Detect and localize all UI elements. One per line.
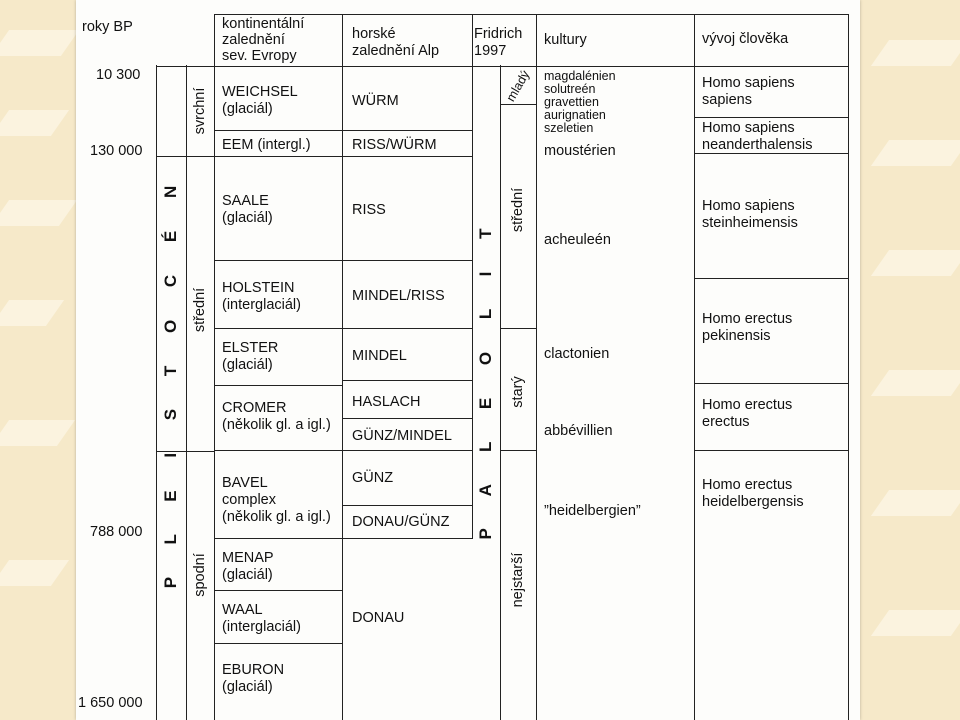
continental-stage: HOLSTEIN (interglaciál) [222,280,301,313]
grid-line [694,383,848,384]
alpine-stage: DONAU [352,610,405,626]
culture-clactonien: clactonien [544,346,610,362]
alpine-stage: MINDEL/RISS [352,288,445,304]
culture-mousterien: moustérien [544,143,616,159]
paleolithic-old: starý [510,376,526,408]
year-label: 10 300 [96,67,141,83]
grid-line [214,385,342,386]
bg-stripe [0,560,69,586]
alpine-stage: MINDEL [352,348,407,364]
alpine-stage: HASLACH [352,394,421,410]
alpine-stage: RISS/WÜRM [352,137,437,153]
bg-stripe [0,420,75,446]
human-species: Homo sapiens sapiens [702,75,795,108]
grid-line [848,14,849,720]
grid-line [342,450,472,451]
paleolithic-middle: střední [510,187,526,233]
grid-line [694,14,695,720]
bg-stripe [871,40,960,66]
continental-stage: WAAL (interglaciál) [222,602,301,635]
grid-line [342,14,343,720]
human-species: Homo erectus heidelbergensis [702,477,804,510]
grid-line [342,130,472,131]
bg-stripe [0,300,64,326]
bg-stripe [871,610,960,636]
pleistocene-middle: střední [192,287,208,333]
grid-line [156,65,157,720]
grid-line [214,260,342,261]
grid-line [186,65,187,720]
grid-line [500,65,501,720]
grid-line [342,260,472,261]
continental-stage: BAVEL complex (několik gl. a igl.) [222,475,331,525]
human-species: Homo erectus pekinensis [702,311,793,344]
grid-line [500,450,536,451]
continental-stage: ELSTER (glaciál) [222,340,279,373]
grid-line [472,14,473,539]
human-species: Homo sapiens steinheimensis [702,198,798,231]
pleistocene-label: P L E I S T O C É N [161,171,180,589]
year-label: 788 000 [90,524,143,540]
grid-line [342,380,472,381]
header-years: roky BP [82,19,133,35]
grid-line [156,66,848,67]
grid-line [342,418,472,419]
header-fridrich: Fridrich 1997 [474,26,523,59]
continental-stage: WEICHSEL (glaciál) [222,84,298,117]
paleolithic-oldest: nejstarší [510,552,526,608]
culture-abbevillien: abbévillien [544,423,613,439]
header-human-evolution: vývoj člověka [702,31,789,47]
header-alpine-glaciation: horské zalednění Alp [352,26,440,59]
grid-line [214,590,342,591]
bg-stripe [871,370,960,396]
continental-stage: CROMER (několik gl. a igl.) [222,400,331,433]
grid-line [156,156,214,157]
continental-stage: SAALE (glaciál) [222,193,273,226]
continental-stage: EEM (intergl.) [222,137,311,153]
continental-stage: MENAP (glaciál) [222,550,274,583]
grid-line [214,643,342,644]
human-species: Homo sapiens neanderthalensis [702,120,813,153]
grid-line [214,130,342,131]
bg-stripe [871,140,960,166]
grid-line [214,538,342,539]
bg-stripe [0,200,77,226]
bg-stripe [0,30,79,56]
header-continental-glaciation: kontinentální zalednění sev. Evropy [222,16,305,64]
bg-stripe [871,250,960,276]
grid-line [214,14,848,15]
alpine-stage: RISS [352,202,386,218]
human-species: Homo erectus erectus [702,397,793,430]
alpine-stage: DONAU/GÜNZ [352,514,450,530]
alpine-stage: GÜNZ/MINDEL [352,428,452,444]
grid-line [500,104,536,105]
paleolithic-young: mladý [503,68,533,104]
paleolithic-label: P A L E O L I T [476,214,495,540]
chronology-table-scan [76,0,860,720]
grid-line [214,156,342,157]
grid-line [342,328,472,329]
grid-line [694,117,848,118]
continental-stage: EBURON (glaciál) [222,662,285,695]
culture-list-upper: magdalénien solutreén gravettien aurignatien szeletien [544,69,616,135]
year-label: 130 000 [90,143,143,159]
grid-line [694,278,848,279]
bg-stripe [871,490,960,516]
alpine-stage: GÜNZ [352,470,394,486]
grid-line [342,156,472,157]
culture-acheuleen: acheuleén [544,232,611,248]
year-label: 1 650 000 [78,695,143,711]
grid-line [500,328,536,329]
grid-line [214,450,342,451]
pleistocene-upper: svrchní [192,87,208,135]
header-cultures: kultury [544,32,587,48]
culture-heidelbergien: ”heidelbergien” [544,503,641,519]
pleistocene-lower: spodní [192,553,208,597]
grid-line [342,505,472,506]
bg-stripe [0,110,69,136]
grid-line [536,14,537,720]
alpine-stage: WÜRM [352,93,399,109]
grid-line [214,328,342,329]
grid-line [694,450,848,451]
grid-line [214,14,215,720]
grid-line [342,538,472,539]
